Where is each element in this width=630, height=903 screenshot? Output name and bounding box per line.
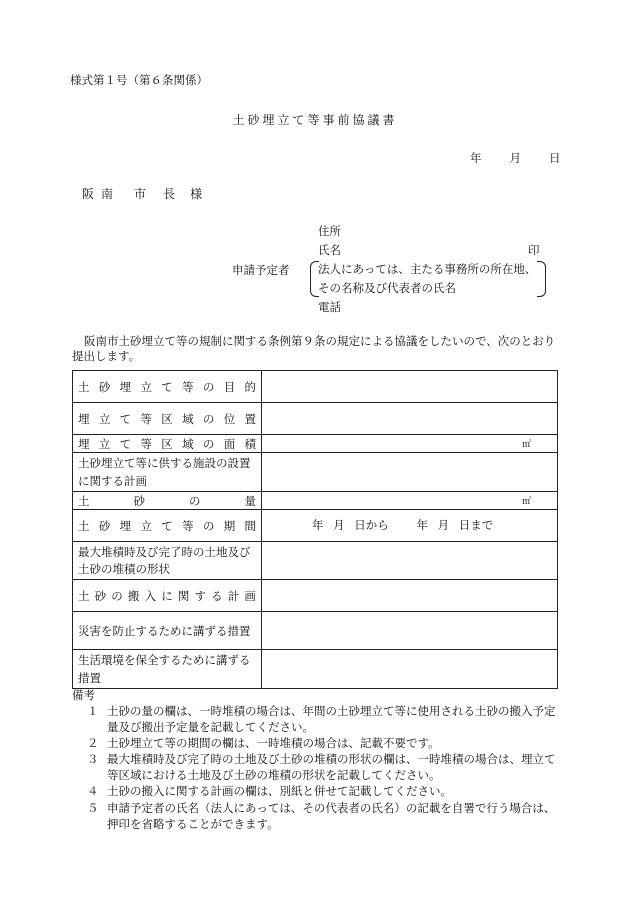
note-number: ５ [87,800,99,815]
label-char: 区 [161,437,173,452]
addressee-text [82,187,209,201]
note-text: 最大堆積時及び完了時の土地及び土砂の堆積の形状の欄は、一時堆積の場合は、埋立て等区域における土地及び土砂の堆積の形状を記載してください。 [107,752,556,783]
note-item [72,751,562,783]
date-year-label: 年 [470,151,482,165]
table-row [73,509,558,541]
shape-label: 最大堆積時及び完了時の土地及び土砂の堆積の形状 [73,541,262,580]
area-unit: ㎡ [521,440,531,451]
date-month-label: 月 [509,151,521,165]
label-char: の [202,518,215,533]
table-row [73,403,558,435]
label-char: 等 [182,518,194,533]
document-title: 土砂埋立て等事前協議書 [232,113,398,127]
environment-value[interactable] [262,650,558,689]
note-number: ３ [87,752,99,767]
soil-volume-label-text [78,494,256,509]
intro-text: 阪南市土砂埋立て等の規制に関する条例第９条の規定による協議をしたいので、次のとおり提出します。 [72,334,556,363]
period-value[interactable] [262,509,558,541]
label-char: 等 [140,437,152,452]
label-char: 土 [78,380,90,395]
shape-value[interactable] [262,541,558,580]
label-char: て [119,412,132,427]
label-char: て [161,380,173,395]
table-row [73,541,558,580]
applicant-label: 申請予定者 [232,263,290,277]
period-to: 年 月 日まで [416,517,494,532]
label-char: に [161,589,173,604]
label-char: 立 [140,518,152,533]
table-row [73,580,558,612]
location-value[interactable] [262,403,558,435]
seal-label: 印 [528,243,540,257]
label-char: 区 [161,412,173,427]
label-char: の [202,412,215,427]
note-number: ２ [87,736,99,751]
label-char: す [194,589,206,604]
label-char: 目 [223,380,236,395]
label-char: 面 [223,437,236,452]
addressee-char: 様 [190,187,206,201]
label-char: 砂 [94,589,107,604]
addressee-char: 南 [101,187,117,201]
label-char: 計 [227,589,240,604]
label-char: 埋 [119,380,132,395]
soil-volume-unit: ㎡ [521,496,531,507]
table-row [73,453,558,492]
notes-section [72,688,562,832]
purpose-label-text [78,380,256,395]
purpose-value[interactable] [262,371,558,403]
label-char: 置 [244,412,256,427]
corporate-note-line1: 法人にあっては、主たる事務所の所在地、 [318,262,537,276]
label-char: る [211,589,223,604]
date-day-label: 日 [549,151,561,165]
table-row [73,435,558,453]
corporate-note-line2: その名称及び代表者の氏名 [318,281,456,295]
label-char: の [189,493,201,508]
facility-plan-value[interactable] [262,453,558,492]
label-char: の [111,589,123,604]
label-char: 埋 [78,437,90,452]
label-char: 立 [98,412,111,427]
label-char: 位 [223,412,236,427]
note-text: 土砂の量の欄は、一時堆積の場合は、年間の土砂埋立て等に使用される土砂の搬入予定量及び搬出予定量を記載してください。 [107,703,556,735]
name-label: 氏名 [318,243,341,257]
label-char: 立 [140,380,152,395]
purpose-label [73,371,262,403]
location-label-text [78,412,256,427]
addressee-char: 阪 [82,187,98,201]
phone-label: 電話 [318,300,341,314]
label-char: 入 [144,589,157,604]
soil-volume-label [73,491,262,509]
label-char: 砂 [98,380,111,395]
addressee [82,187,209,203]
label-char: て [161,518,173,533]
table-row [73,491,558,509]
environment-label: 生活環境を保全するために講ずる措置 [73,650,262,689]
period-from: 年 月 日から [312,517,389,532]
disaster-prevention-value[interactable] [262,612,558,650]
period-label [73,509,262,541]
area-label [73,435,262,453]
addressee-char: 長 [163,187,179,201]
table-row [73,650,558,689]
label-char: 土 [78,493,90,508]
label-char: 搬 [127,589,140,604]
label-char: て [119,437,132,452]
label-char: 埋 [119,518,132,533]
period-label-text [78,519,256,534]
note-item [72,735,562,751]
area-value[interactable] [262,435,558,453]
consultation-table [72,370,558,689]
label-char: 画 [244,589,256,604]
area-label-text [78,437,256,452]
label-char: 関 [177,589,190,604]
location-label [73,403,262,435]
label-char: 土 [78,589,90,604]
addressee-char: 市 [134,187,150,201]
label-char: 等 [182,380,194,395]
soil-volume-value[interactable] [262,491,558,509]
facility-plan-label: 土砂埋立て等に供する施設の設置に関する計画 [73,453,262,492]
right-bracket [537,261,546,297]
note-text: 土砂の搬入に関する計画の欄は、別紙と併せて記載してください。 [107,784,452,799]
label-char: 砂 [133,493,145,508]
label-char: 期 [223,518,236,533]
label-char: 等 [140,412,152,427]
note-item [72,800,562,832]
note-text: 土砂埋立て等の期間の欄は、一時堆積の場合は、記載不要です。 [107,736,440,751]
note-text: 申請予定者の氏名（法人にあっては、その代表者の氏名）の記載を自署で行う場合は、押印を省略することができます。 [107,800,556,831]
label-char: 的 [244,380,256,395]
delivery-plan-label-text [78,589,256,604]
label-char: 量 [244,493,256,508]
label-char: 立 [98,437,111,452]
form-number: 様式第１号（第６条関係） [70,73,208,87]
label-char: 域 [182,437,194,452]
label-char: 間 [244,518,256,533]
note-item [72,703,562,735]
table-row [73,612,558,650]
disaster-prevention-label: 災害を防止するために講ずる措置 [73,612,262,650]
delivery-plan-value[interactable] [262,580,558,612]
delivery-plan-label [73,580,262,612]
applicant-block [232,0,562,320]
label-char: の [202,437,215,452]
address-label: 住所 [318,224,341,238]
table-row [73,371,558,403]
note-number: １ [87,703,99,718]
label-char: 土 [78,518,90,533]
notes-heading: 備考 [72,688,95,702]
label-char: 積 [244,437,256,452]
label-char: の [202,380,215,395]
note-item [72,783,562,799]
label-char: 砂 [98,518,111,533]
note-number: ４ [87,784,99,799]
label-char: 域 [182,412,194,427]
label-char: 埋 [78,412,90,427]
